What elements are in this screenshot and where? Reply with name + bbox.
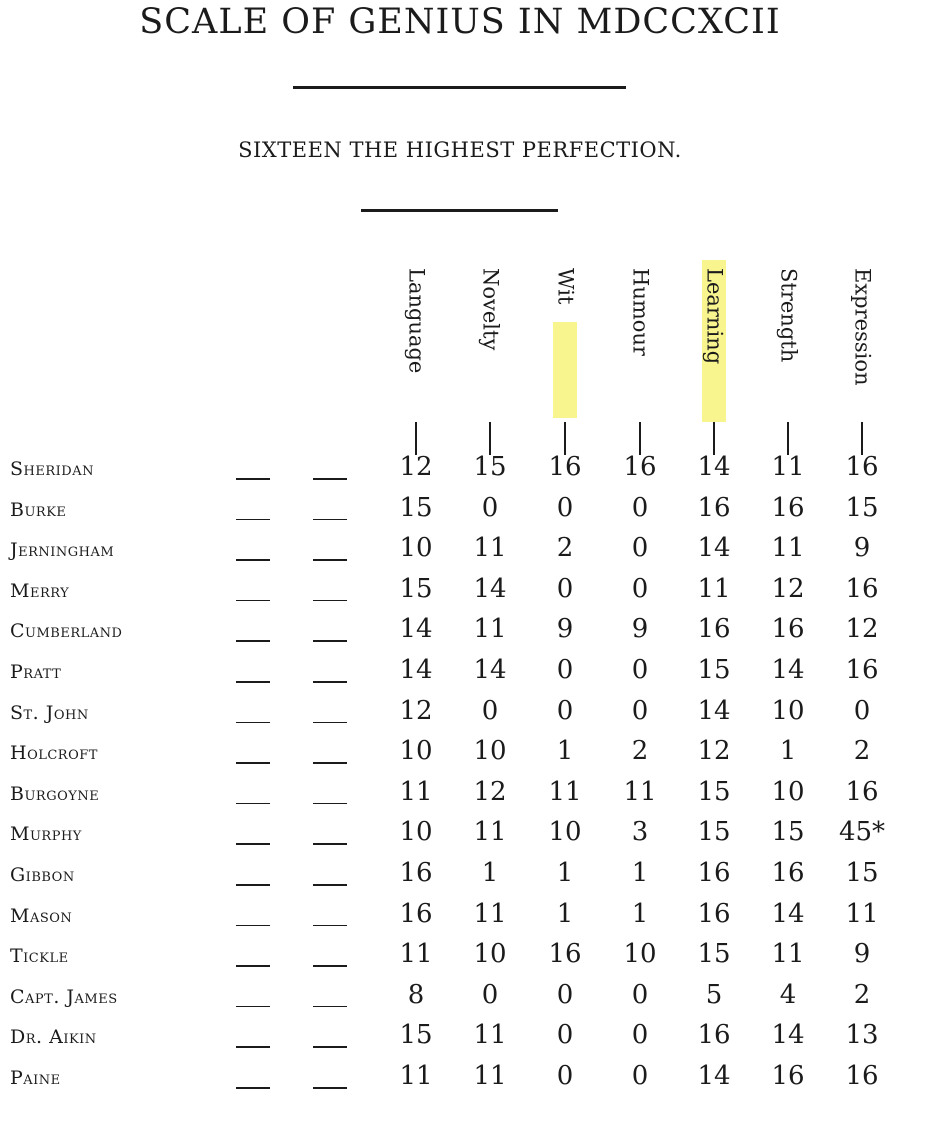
leader-dash <box>313 600 347 602</box>
score-cell: 14 <box>473 655 507 685</box>
author-name: Merry <box>10 579 70 602</box>
score-cell: 14 <box>771 655 805 685</box>
leader-dash <box>236 803 270 805</box>
score-cell: 0 <box>631 655 649 685</box>
score-cell: 11 <box>623 776 657 807</box>
leader-dash <box>236 884 270 886</box>
leader-dash <box>313 884 347 886</box>
score-cell: 12 <box>399 452 433 482</box>
score-cell: 0 <box>556 695 574 726</box>
score-cell: 0 <box>631 695 649 726</box>
score-cell: 3 <box>631 817 649 848</box>
score-cell: 16 <box>845 776 879 807</box>
score-cell: 9 <box>631 614 649 645</box>
leader-dash <box>236 843 270 845</box>
score-cell: 11 <box>473 1061 507 1091</box>
leader-dash <box>313 1087 347 1089</box>
leader-dash <box>236 722 270 724</box>
column-label: Wit <box>553 268 578 305</box>
score-cell: 0 <box>556 492 574 523</box>
score-cell: 16 <box>399 898 433 929</box>
score-cell: 12 <box>845 614 879 645</box>
score-cell: 5 <box>705 979 723 1010</box>
score-cell: 10 <box>548 817 582 848</box>
score-cell: 0 <box>631 979 649 1010</box>
score-cell: 2 <box>853 736 871 767</box>
score-cell: 0 <box>556 573 574 604</box>
score-cell: 1 <box>556 898 574 929</box>
author-name: Cumberland <box>10 620 123 643</box>
column-header-strength <box>768 250 808 455</box>
score-cell: 1 <box>779 736 797 767</box>
author-name: Sheridan <box>10 458 94 480</box>
score-cell: 13 <box>845 1020 879 1051</box>
score-cell: 16 <box>697 492 731 523</box>
column-label: Strength <box>776 268 801 363</box>
table-row <box>0 1061 934 1107</box>
leader-dash <box>313 478 347 480</box>
highlight-mark <box>553 322 577 418</box>
leader-dash <box>313 559 347 561</box>
score-cell: 2 <box>631 736 649 767</box>
score-cell: 14 <box>399 655 433 685</box>
score-cell: 16 <box>399 858 433 888</box>
column-tick <box>787 422 789 455</box>
score-cell: 0 <box>631 533 649 564</box>
score-cell: 16 <box>697 1020 731 1051</box>
score-cell: 16 <box>548 939 582 970</box>
score-cell: 16 <box>845 1061 879 1091</box>
author-name: St. John <box>10 701 89 724</box>
score-cell: 12 <box>771 573 805 604</box>
column-label: Novelty <box>478 268 503 351</box>
score-cell: 16 <box>771 492 805 523</box>
author-name: Paine <box>10 1067 61 1089</box>
score-cell: 10 <box>399 533 433 564</box>
score-cell: 15 <box>399 1020 433 1051</box>
score-cell: 45* <box>838 817 886 848</box>
score-cell: 12 <box>697 736 731 767</box>
score-cell: 15 <box>697 939 731 970</box>
score-cell: 4 <box>779 979 797 1010</box>
column-tick <box>861 422 863 455</box>
score-cell: 10 <box>399 817 433 848</box>
column-tick <box>639 422 641 455</box>
score-cell: 14 <box>697 452 731 482</box>
column-header-language <box>396 250 436 455</box>
leader-dash <box>236 1087 270 1089</box>
leader-dash <box>236 1006 270 1008</box>
score-cell: 16 <box>845 573 879 604</box>
score-cell: 10 <box>473 736 507 767</box>
score-cell: 16 <box>697 614 731 645</box>
author-name: Mason <box>10 904 73 927</box>
score-cell: 11 <box>771 452 805 482</box>
score-cell: 11 <box>399 776 433 807</box>
score-cell: 0 <box>556 979 574 1010</box>
title-rule <box>293 86 626 89</box>
score-cell: 10 <box>771 776 805 807</box>
score-cell: 16 <box>697 858 731 888</box>
score-cell: 0 <box>481 492 499 523</box>
score-cell: 1 <box>631 858 649 888</box>
score-cell: 16 <box>697 898 731 929</box>
score-cell: 16 <box>771 614 805 645</box>
leader-dash <box>313 762 347 764</box>
score-cell: 11 <box>473 898 507 929</box>
score-cell: 10 <box>771 695 805 726</box>
score-cell: 2 <box>853 979 871 1010</box>
score-cell: 16 <box>771 858 805 888</box>
score-cell: 9 <box>853 939 871 970</box>
leader-dash <box>236 600 270 602</box>
score-cell: 11 <box>473 614 507 645</box>
score-cell: 2 <box>556 533 574 564</box>
score-cell: 1 <box>481 858 499 888</box>
score-cell: 9 <box>556 614 574 645</box>
score-cell: 10 <box>399 736 433 767</box>
author-name: Pratt <box>10 661 62 683</box>
score-cell: 11 <box>399 939 433 970</box>
leader-dash <box>236 478 270 480</box>
score-cell: 1 <box>556 736 574 767</box>
score-cell: 16 <box>845 655 879 685</box>
column-label: Language <box>404 268 429 374</box>
score-cell: 11 <box>473 533 507 564</box>
author-name: Capt. James <box>10 985 118 1008</box>
column-tick <box>415 422 417 455</box>
score-cell: 11 <box>697 573 731 604</box>
column-label: Expression <box>850 268 875 386</box>
leader-dash <box>313 519 347 521</box>
column-header-expression <box>842 250 882 455</box>
column-tick <box>489 422 491 455</box>
score-cell: 1 <box>631 898 649 929</box>
score-cell: 15 <box>399 573 433 604</box>
column-header-humour <box>620 250 660 455</box>
score-cell: 15 <box>845 492 879 523</box>
score-cell: 8 <box>407 979 425 1010</box>
score-cell: 0 <box>853 695 871 726</box>
author-name: Gibbon <box>10 864 75 886</box>
score-cell: 15 <box>771 817 805 848</box>
page-subtitle: SIXTEEN THE HIGHEST PERFECTION. <box>238 138 682 162</box>
score-cell: 0 <box>481 979 499 1010</box>
score-cell: 0 <box>556 1061 574 1091</box>
leader-dash <box>236 762 270 764</box>
score-cell: 15 <box>473 452 507 482</box>
score-cell: 0 <box>556 655 574 685</box>
score-cell: 15 <box>399 492 433 523</box>
score-cell: 14 <box>697 1061 731 1091</box>
leader-dash <box>236 681 270 683</box>
score-cell: 15 <box>697 776 731 807</box>
leader-dash <box>313 925 347 927</box>
score-cell: 9 <box>853 533 871 564</box>
leader-dash <box>236 559 270 561</box>
score-cell: 14 <box>473 573 507 604</box>
author-name: Murphy <box>10 823 82 846</box>
score-cell: 10 <box>473 939 507 970</box>
column-header-novelty <box>470 250 510 455</box>
score-cell: 11 <box>845 898 879 929</box>
score-cell: 0 <box>481 695 499 726</box>
author-name: Tickle <box>10 945 69 968</box>
score-cell: 14 <box>399 614 433 645</box>
score-cell: 15 <box>697 817 731 848</box>
score-cell: 11 <box>771 939 805 970</box>
leader-dash <box>313 1046 347 1048</box>
score-cell: 12 <box>399 695 433 726</box>
score-cell: 11 <box>399 1061 433 1091</box>
score-cell: 11 <box>473 817 507 848</box>
author-name: Jerningham <box>10 539 115 562</box>
leader-dash <box>313 965 347 967</box>
score-cell: 14 <box>771 898 805 929</box>
leader-dash <box>313 722 347 724</box>
leader-dash <box>313 803 347 805</box>
author-name: Burke <box>10 498 67 521</box>
score-cell: 15 <box>697 655 731 685</box>
score-cell: 11 <box>771 533 805 564</box>
score-cell: 10 <box>623 939 657 970</box>
score-cell: 11 <box>473 1020 507 1051</box>
leader-dash <box>236 925 270 927</box>
score-cell: 16 <box>771 1061 805 1091</box>
score-cell: 0 <box>631 573 649 604</box>
author-name: Holcroft <box>10 742 98 765</box>
score-cell: 16 <box>845 452 879 482</box>
leader-dash <box>236 965 270 967</box>
score-cell: 12 <box>473 776 507 807</box>
score-cell: 0 <box>556 1020 574 1051</box>
column-label: Learning <box>702 268 727 365</box>
score-cell: 1 <box>556 858 574 888</box>
leader-dash <box>313 681 347 683</box>
leader-dash <box>236 1046 270 1048</box>
score-cell: 11 <box>548 776 582 807</box>
score-cell: 14 <box>697 695 731 726</box>
column-tick <box>564 422 566 455</box>
leader-dash <box>236 640 270 642</box>
author-name: Dr. Aikin <box>10 1026 97 1049</box>
leader-dash <box>236 519 270 521</box>
score-cell: 16 <box>548 452 582 482</box>
column-header-wit <box>545 250 585 455</box>
author-name: Burgoyne <box>10 782 100 805</box>
leader-dash <box>313 1006 347 1008</box>
score-cell: 14 <box>697 533 731 564</box>
score-cell: 0 <box>631 492 649 523</box>
subtitle-rule <box>361 209 558 212</box>
column-header-learning <box>694 250 734 455</box>
leader-dash <box>313 640 347 642</box>
page-title: SCALE OF GENIUS IN MDCCXCII <box>139 2 781 42</box>
leader-dash <box>313 843 347 845</box>
column-tick <box>713 422 715 455</box>
score-cell: 16 <box>623 452 657 482</box>
score-cell: 0 <box>631 1020 649 1051</box>
score-cell: 0 <box>631 1061 649 1091</box>
score-cell: 14 <box>771 1020 805 1051</box>
score-cell: 15 <box>845 858 879 888</box>
column-label: Humour <box>628 268 653 356</box>
